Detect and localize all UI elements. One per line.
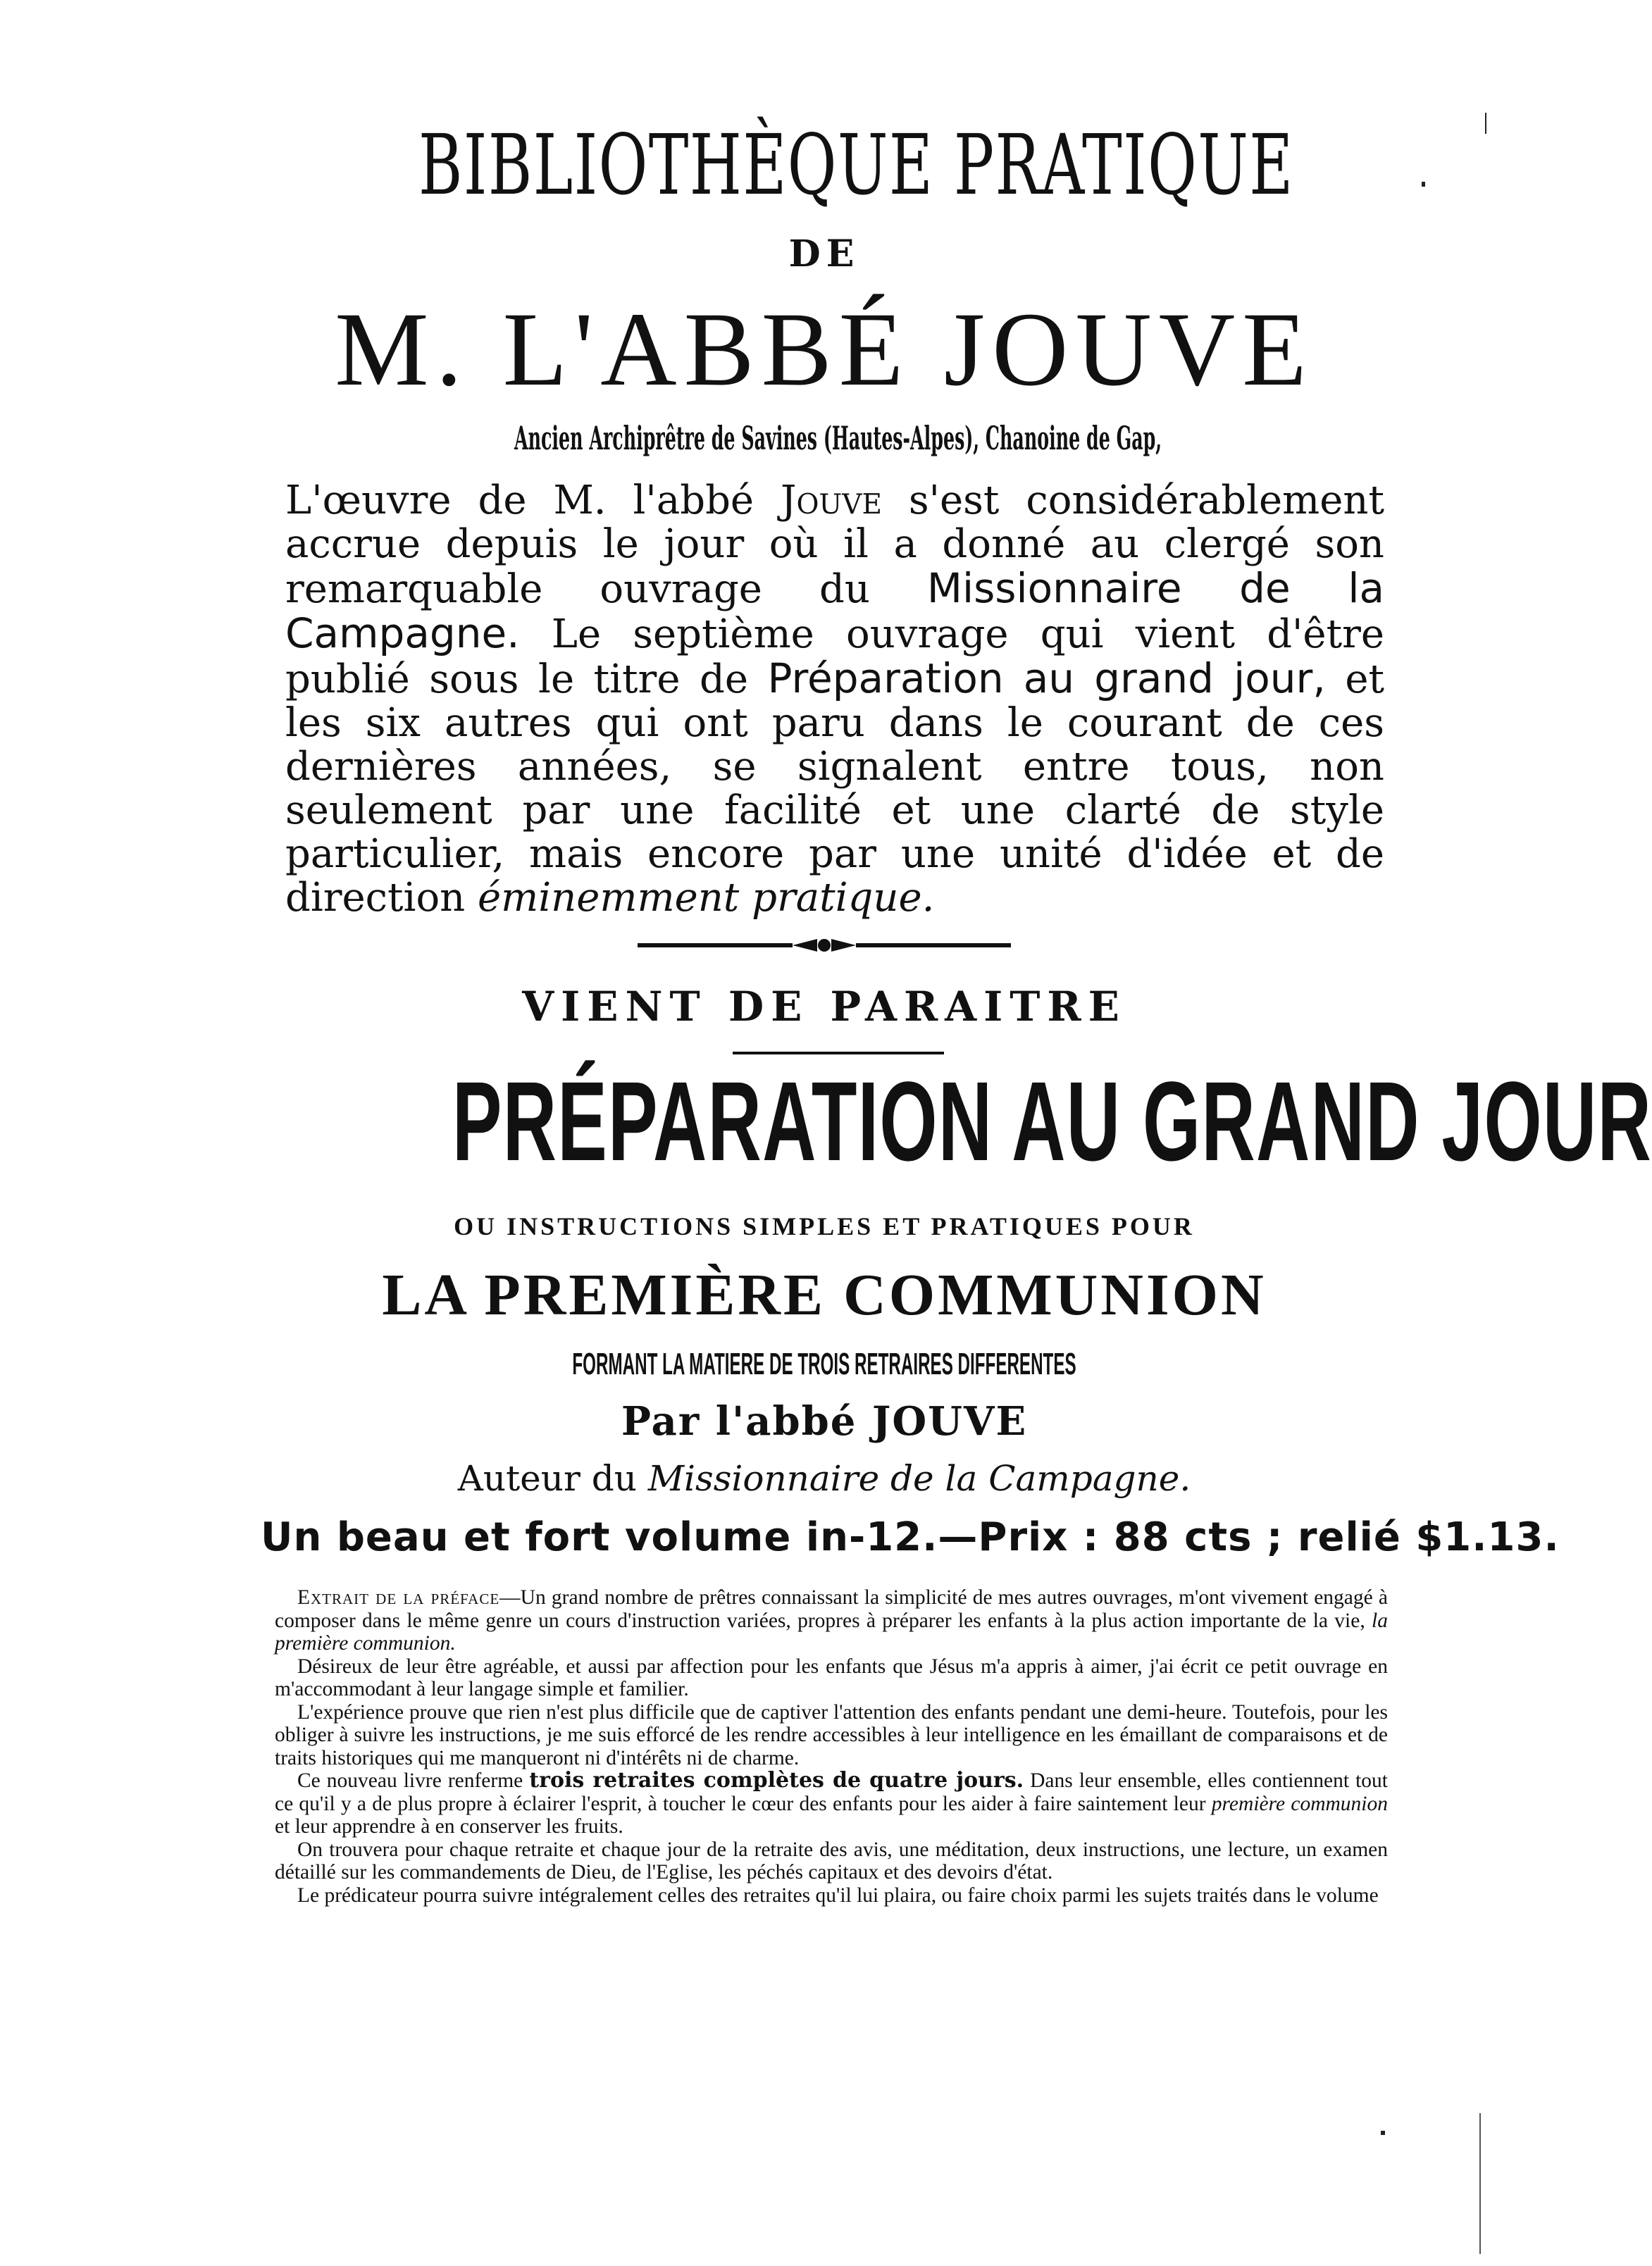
extract-lead: Extrait de la préface [297, 1586, 500, 1609]
extract-text: Ce nouveau livre renferme [297, 1769, 530, 1792]
page-edge-line [1485, 113, 1486, 134]
extract-paragraph: On trouvera pour chaque retraite et chaque jour de la retraite des avis, une méditation, deux instructions, une lecture, un examen détaillé sur les commandements de Dieu, de l'Eglise, les péchés capitaux et des devoirs d'état. [275, 1838, 1388, 1884]
book-subtitle-detail: FORMANT LA MATIERE DE TROIS RETRAIRES DIFFERENTES [572, 1347, 1076, 1381]
short-rule [733, 1052, 944, 1054]
intro-text: Le septième ouvrage qui vient d'être publié sous le titre de [285, 611, 1384, 702]
author-note-title: Missionnaire de la Campagne. [647, 1458, 1191, 1499]
page-edge-line [1479, 2113, 1481, 2254]
author-heading: M. L'ABBÉ JOUVE [335, 291, 1314, 408]
extract-text: Dans leur ensemble, elles contiennent tout ce qu'il y a de plus propre à éclairer l'esprit, à toucher le cœur des enfants pour les aider à faire saintement leur [275, 1769, 1388, 1815]
extract-emphasis: première communion [1211, 1792, 1388, 1815]
rule-ornament [793, 932, 856, 959]
scan-speck [1381, 2131, 1385, 2135]
extract-emphasis: la première communion. [275, 1609, 1388, 1655]
intro-author-name: Jouve [781, 478, 882, 523]
preface-extract [275, 1586, 1388, 1907]
extract-bold: trois retraites complètes de quatre jours. [529, 1768, 1024, 1793]
extract-paragraph [275, 1586, 1388, 1655]
intro-book-title-2: Préparation au grand jour, [767, 654, 1326, 702]
series-title: BIBLIOTHÈQUE PRATIQUE [418, 116, 1294, 213]
extract-paragraph: L'expérience prouve que rien n'est plus difficile que de captiver l'attention des enfants pendant une demi-heure. Toutefois, pour les obliger à suivre les instructions, je me suis efforcé de les rendre accessibles à leur intelligence en les émaillant de comparaisons et de traits historiques qui me manqueront ni d'intérêts ni de charme. [275, 1700, 1388, 1769]
vient-de-paraitre: VIENT DE PARAITRE [522, 983, 1126, 1031]
book-subtitle-main: LA PREMIÈRE COMMUNION [382, 1262, 1267, 1328]
author-credentials: Ancien Archiprêtre de Savines (Hautes-Alpes), Chanoine de Gap, [514, 419, 1162, 457]
extract-paragraph: Le prédicateur pourra suivre intégralement celles des retraites qu'il lui plaira, ou faire choix parmi les sujets traités dans le volume [297, 1884, 1379, 1907]
extract-paragraph: Désireux de leur être agréable, et aussi par affection pour les enfants que Jésus m'a appris à aimer, j'ai écrit ce petit ouvrage en m'accommodant à leur langage simple et familier. [275, 1655, 1388, 1700]
intro-book-title: Missionnaire de la Campagne. [285, 564, 1384, 657]
scan-speck [1422, 182, 1425, 187]
intro-text: et les six autres qui ont paru dans le courant de ces dernières années, se signalent entre tous, non seulement par une facilité et une clarté de style particulier, mais encore par une unité d'idée et de direction [285, 656, 1384, 921]
extract-paragraph [275, 1769, 1388, 1838]
extract-text: et leur apprendre à en conserver les fruits. [275, 1815, 623, 1838]
intro-emphasis: éminemment pratique. [478, 875, 935, 921]
author-note [261, 1458, 1388, 1499]
book-subtitle: OU INSTRUCTIONS SIMPLES ET PRATIQUES POUR [454, 1212, 1195, 1240]
book-author: Par l'abbé JOUVE [621, 1398, 1028, 1445]
author-note-text: Auteur du [457, 1458, 648, 1499]
series-title-de: DE [788, 232, 860, 275]
price-line: Un beau et fort volume in-12.—Prix : 88 cts ; relié $1.13. [261, 1514, 1560, 1560]
book-title: PRÉPARATION AU GRAND JOUR [452, 1058, 1652, 1184]
extract-text: —Un grand nombre de prêtres connaissant la simplicité de mes autres ouvrages, m'ont vivement engagé à composer dans le même genre un cours d'instruction variées, propres à préparer les enfants à la plus action importante de la vie, [275, 1586, 1388, 1632]
intro-text: L'œuvre de M. l'abbé [285, 478, 781, 523]
intro-paragraph [285, 479, 1384, 920]
intro-text: s'est considérablement accrue depuis le jour où il a donné au clergé son remarquable ouvrage du [285, 478, 1384, 612]
